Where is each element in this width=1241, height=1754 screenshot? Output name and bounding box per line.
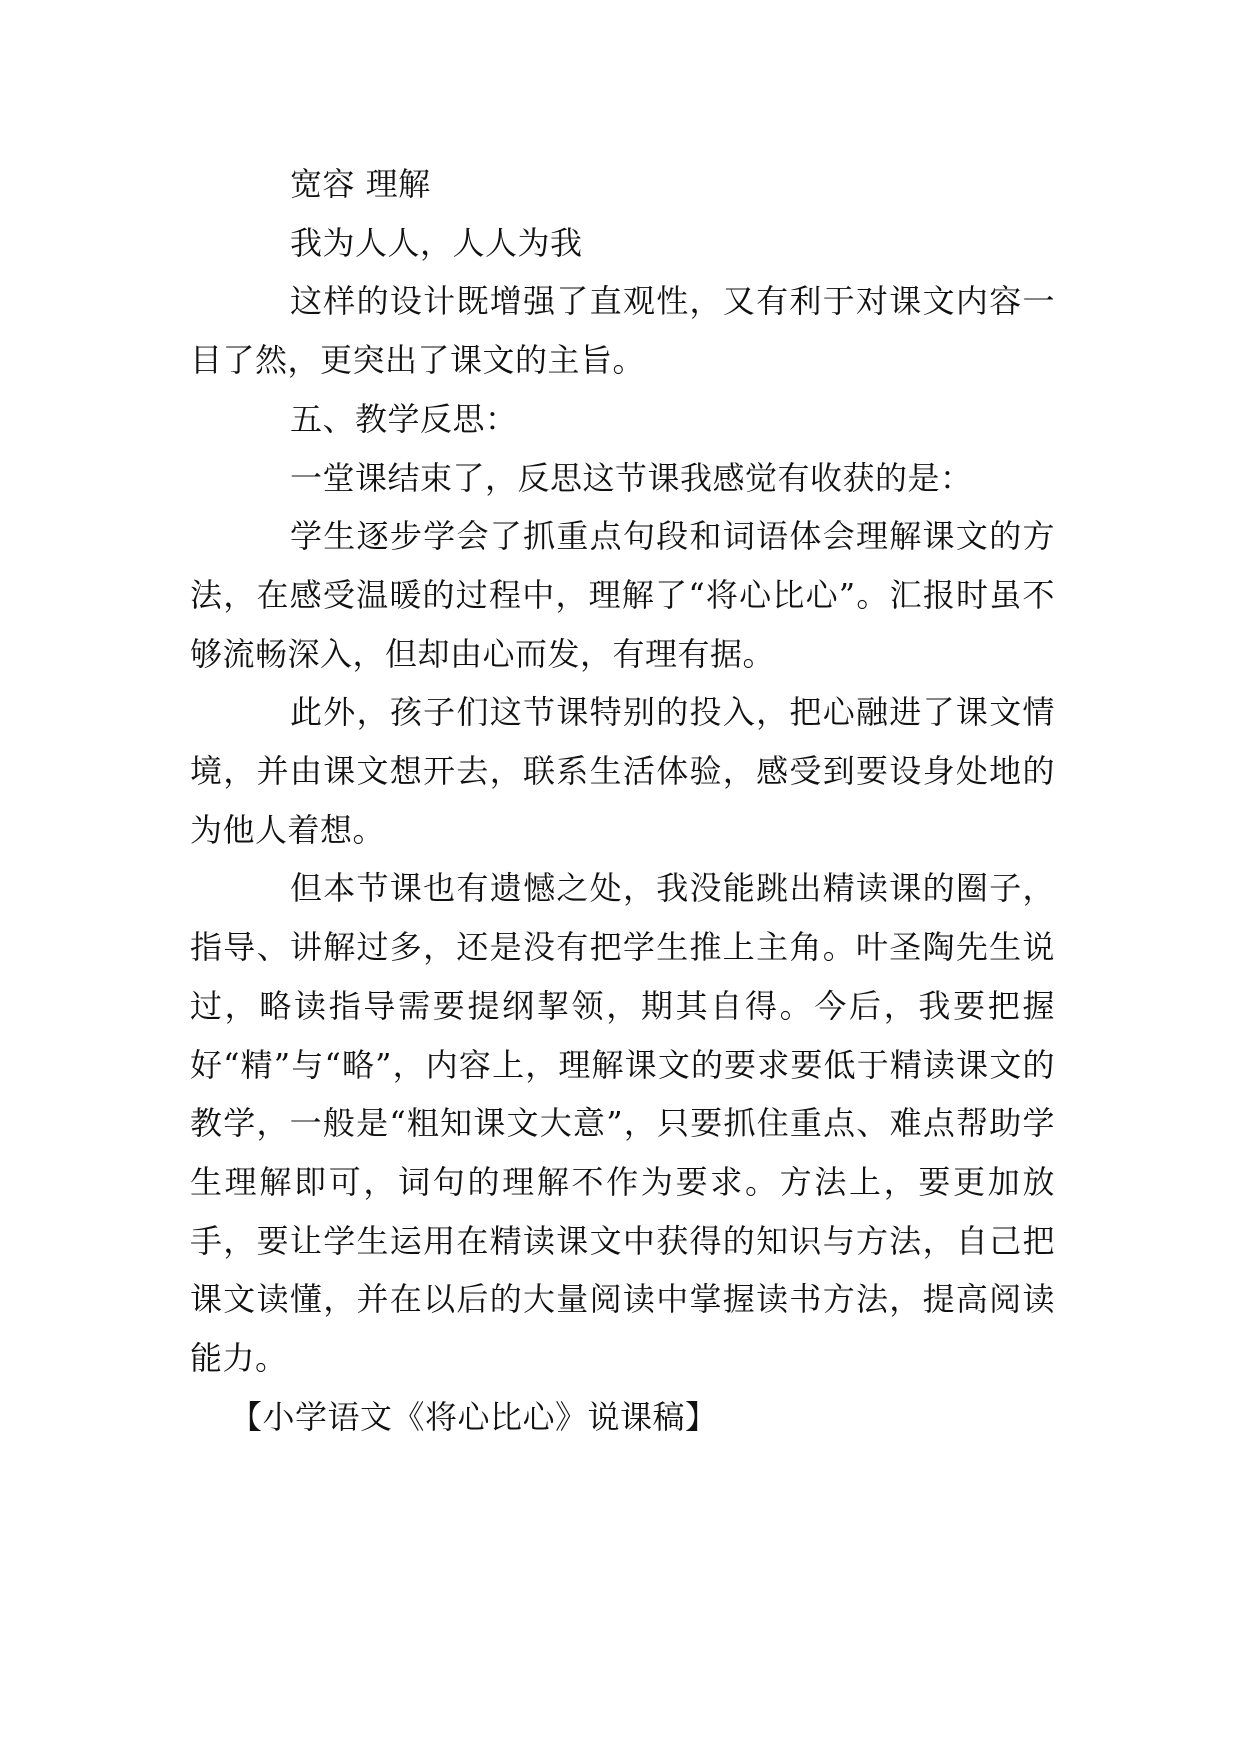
section-heading-reflection: 五、教学反思： — [290, 399, 518, 438]
text-line-tolerance: 宽容 理解 — [290, 165, 431, 203]
paragraph-engagement: 此外，孩子们这节课特别的投入，把心融进了课文情境，并由课文想开去，联系生活体验，感受到要设身处地的为他人着想。 — [190, 693, 1055, 849]
paragraph-design-summary: 这样的设计既增强了直观性，又有利于对课文内容一目了然，更突出了课文的主旨。 — [190, 282, 1055, 380]
paragraph-reflection-intro: 一堂课结束了，反思这节课我感觉有收获的是： — [290, 458, 973, 497]
document-title-footer: 【小学语文《将心比心》说课稿】 — [230, 1397, 718, 1436]
document-body — [190, 155, 1055, 1446]
paragraph-student-gains: 学生逐步学会了抓重点句段和词语体会理解课文的方法，在感受温暖的过程中，理解了“将心比心”。汇报时虽不够流畅深入，但却由心而发，有理有据。 — [190, 517, 1055, 673]
text-line-motto: 我为人人，人人为我 — [290, 223, 583, 262]
paragraph-regrets: 但本节课也有遗憾之处，我没能跳出精读课的圈子，指导、讲解过多，还是没有把学生推上主角。叶圣陶先生说过，略读指导需要提纲挈领，期其自得。今后，我要把握好“精”与“略”，内容上，理解课文的要求要低于精读课文的教学，一般是“粗知课文大意”，只要抓住重点、难点帮助学生理解即可，词句的理解不作为要求。方法上，要更加放手，要让学生运用在精读课文中获得的知识与方法，自己把课文读懂，并在以后的大量阅读中掌握读书方法，提高阅读能力。 — [190, 869, 1055, 1378]
